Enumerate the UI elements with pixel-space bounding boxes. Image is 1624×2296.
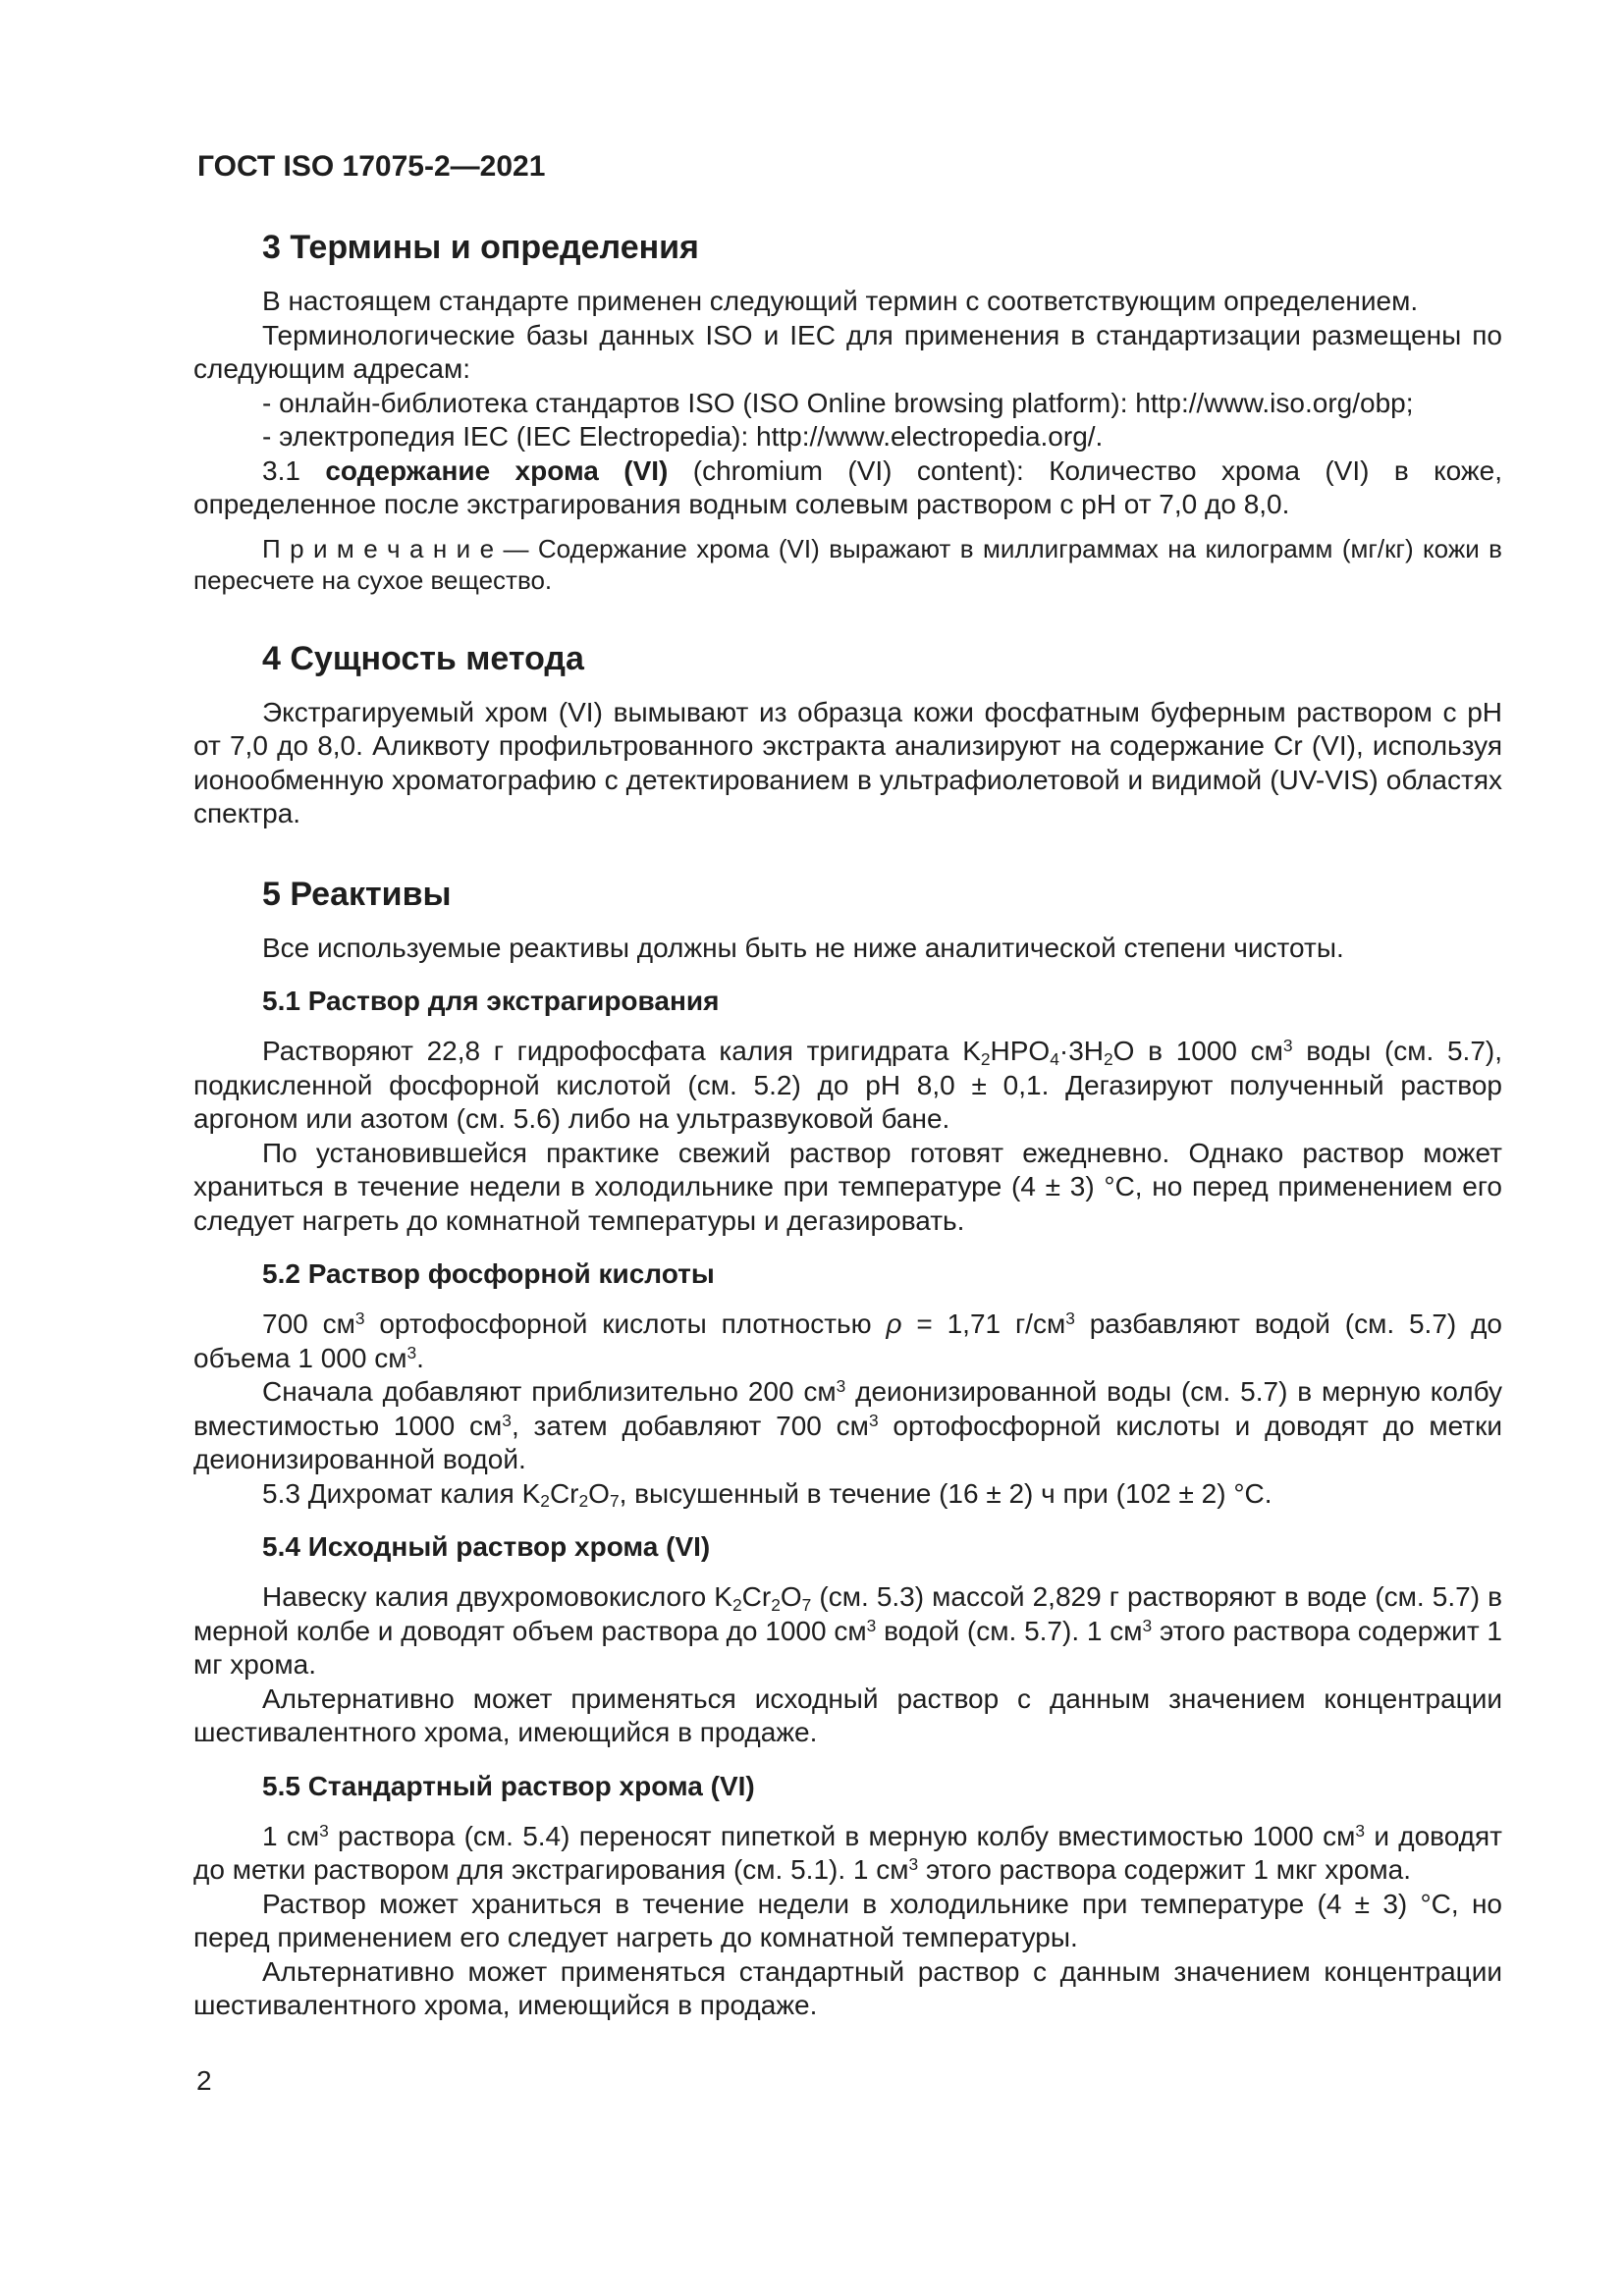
section-heading-reagents: 5 Реактивы <box>262 875 452 913</box>
page-number: 2 <box>196 2065 212 2096</box>
paragraph-method-essence: Экстрагируемый хром (VI) вымывают из образца кожи фосфатным буферным раствором с pH от 7,0 до 8,0. Аликвоту профильтрованного экстракта анализируют на содержание Cr (VI), используя ионообменную хроматографию с детектированием в ультрафиолетовой и видимой (UV-VIS) областях спектра. <box>193 696 1502 828</box>
subsection-heading-5-4: 5.4 Исходный раствор хрома (VI) <box>262 1531 711 1562</box>
list-item-iso-obp: - онлайн-библиотека стандартов ISO (ISO Online browsing platform): http://www.iso.org/obp; <box>262 387 1414 418</box>
paragraph-5-2-dilution: 700 $см^3$ ортофосфорной кислоты плотностью ρ = 1,71 $г/см^3$ разбавляют водой (см. 5.7) до объема 1 000 $см^3$. <box>193 1308 1502 1373</box>
subsection-heading-5-1: 5.1 Раствор для экстрагирования <box>262 986 720 1016</box>
paragraph-5-5-preparation: 1 $см^3$ раствора (см. 5.4) переносят пипеткой в мерную колбу вместимостью 1000 $см^3$ и доводят до метки раствором для экстрагирования (см. 5.1). 1 $см^3$ этого раствора содержит 1 мкг хрома. <box>193 1820 1503 1885</box>
paragraph-5-1-preparation: Растворяют 22,8 г гидрофосфата калия тригидрата $K_2HPO_4\cdot 3H_2O$ в 1000 $см^3$ воды (см. 5.7), подкисленной фосфорной кислотой (см. 5.2) до pH 8,0 ± 0,1. Дегазируют полученный раствор аргоном или азотом (см. 5.6) либо на ультразвуковой бане. <box>193 1036 1503 1134</box>
section-heading-method-essence: 4 Сущность метода <box>262 639 584 677</box>
paragraph-5-4-preparation: Навеску калия двухромовокислого $K_2Cr_2O_7$ (см. 5.3) массой 2,829 г растворяют в воде (см. 5.7) в мерной колбе и доводят объем раствора до 1000 $см^3$ водой (см. 5.7). 1 $см^3$ этого раствора содержит 1 мг хрома. <box>193 1581 1502 1680</box>
paragraph-terms-intro: В настоящем стандарте применен следующий термин с соответствующим определением. <box>262 286 1419 316</box>
paragraph-reagents-intro: Все используемые реактивы должны быть не ниже аналитической степени чистоты. <box>262 932 1344 963</box>
subsection-heading-5-5: 5.5 Стандартный раствор хрома (VI) <box>262 1770 755 1801</box>
list-item-iec-electropedia: - электропедия IEC (IEC Electropedia): http://www.electropedia.org/. <box>262 421 1104 452</box>
note-paragraph: П р и м е ч а н и е — Содержание хрома (VI) выражают в миллиграммах на килограмм (мг/кг) кожи в пересчете на сухое вещество. <box>193 533 1502 595</box>
paragraph-terminology-databases: Терминологические базы данных ISO и IEC для применения в стандартизации размещены по следующим адресам: <box>193 319 1502 384</box>
paragraph-5-2-procedure: Сначала добавляют приблизительно 200 $см^3$ деионизированной воды (см. 5.7) в мерную колбу вместимостью 1000 $см^3$, затем добавляют 700 $см^3$ ортофосфорной кислоты и доводят до метки деионизированной водой. <box>193 1376 1502 1474</box>
paragraph-5-5-alternative: Альтернативно может применяться стандартный раствор с данным значением концентрации шестивалентного хрома, имеющийся в продаже. <box>193 1955 1502 2020</box>
paragraph-5-4-alternative: Альтернативно может применяться исходный раствор с данным значением концентрации шестивалентного хрома, имеющийся в продаже. <box>193 1682 1502 1747</box>
document-code-header: ГОСТ ISO 17075-2—2021 <box>197 150 546 183</box>
subsection-heading-5-2: 5.2 Раствор фосфорной кислоты <box>262 1258 715 1289</box>
paragraph-term-3-1: 3.1 содержание хрома (VI) (chromium (VI) content): Количество хрома (VI) в коже, определенное после экстрагирования водным солевым раствором с pH от 7,0 до 8,0. <box>193 454 1502 519</box>
paragraph-5-1-storage: По установившейся практике свежий раствор готовят ежедневно. Однако раствор может храниться в течение недели в холодильнике при температуре (4 ± 3) °C, но перед применением его следует нагреть до комнатной температуры и дегазировать. <box>193 1137 1502 1236</box>
section-heading-terms: 3 Термины и определения <box>262 229 699 266</box>
paragraph-5-3-dichromate: 5.3 Дихромат калия $K_2Cr_2O_7$, высушенный в течение (16 ± 2) ч при (102 ± 2) °C. <box>262 1477 1272 1512</box>
paragraph-5-5-storage: Раствор может храниться в течение недели в холодильнике при температуре (4 ± 3) °C, но перед применением его следует нагреть до комнатной температуры. <box>193 1888 1502 1952</box>
